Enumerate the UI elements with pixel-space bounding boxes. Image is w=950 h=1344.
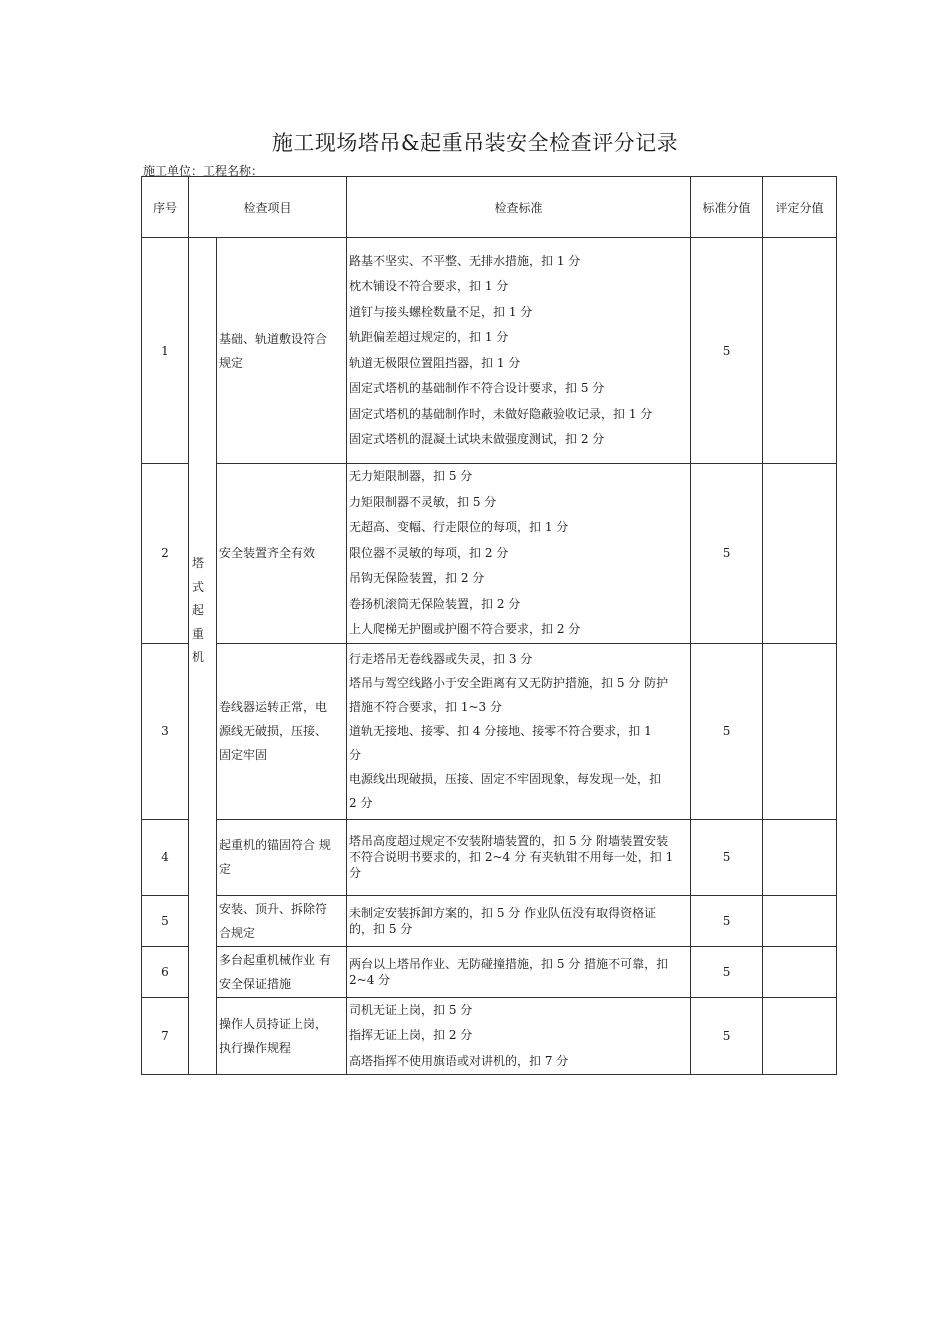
standard-line: 司机无证上岗，扣 5 分: [349, 1002, 473, 1017]
evaluated-score[interactable]: [763, 895, 837, 946]
table-row: [142, 819, 837, 895]
standard-score: 5: [691, 895, 763, 946]
check-item-line: 规定: [219, 355, 244, 370]
table-row: [142, 895, 837, 946]
check-item-line: 多台起重机械作业 有: [219, 952, 331, 967]
standard-line: 两台以上塔吊作业、无防碰撞措施，扣 5 分 措施不可靠，扣: [349, 956, 669, 971]
header-std-score: 标准分值: [691, 177, 763, 238]
check-standard: [347, 997, 691, 1075]
standard-score: 5: [691, 997, 763, 1075]
check-standard: [347, 643, 691, 819]
standard-line: 的，扣 5 分: [349, 921, 413, 936]
standard-line: 路基不坚实、不平整、无排水措施，扣 1 分: [349, 253, 581, 268]
standard-line: 道钉与接头螺栓数量不足，扣 1 分: [349, 304, 533, 319]
check-item: [217, 819, 347, 895]
standard-score: 5: [691, 819, 763, 895]
row-number: 7: [142, 997, 189, 1075]
check-item: [217, 643, 347, 819]
check-item-line: 起重机的锚固符合 规: [219, 838, 331, 852]
evaluated-score[interactable]: [763, 997, 837, 1075]
category-char: 重: [192, 626, 205, 641]
check-standard: [347, 946, 691, 997]
inspection-table: [141, 176, 837, 1075]
table-row: [142, 997, 837, 1075]
check-item-line: 固定牢固: [219, 748, 268, 762]
standard-score: 5: [691, 946, 763, 997]
standard-line: 未制定安装拆卸方案的，扣 5 分 作业队伍没有取得资格证: [349, 905, 657, 920]
standard-score: 5: [691, 464, 763, 644]
check-item-line: 安全装置齐全有效: [219, 546, 316, 561]
standard-line: 固定式塔机的混凝土试块未做强度测试，扣 2 分: [349, 432, 605, 446]
standard-line: 分: [349, 748, 362, 762]
check-item-line: 执行操作规程: [219, 1040, 292, 1055]
check-item-line: 源线无破损，压接、: [219, 724, 328, 738]
standard-line: 吊钩无保险装置，扣 2 分: [349, 571, 485, 585]
evaluated-score[interactable]: [763, 643, 837, 819]
page-title: 施工现场塔吊&起重吊装安全检查评分记录: [271, 131, 679, 155]
standard-line: 2~4 分: [349, 972, 391, 987]
standard-line: 力矩限制器不灵敏，扣 5 分: [349, 494, 497, 509]
header-item: 检查项目: [189, 177, 347, 238]
standard-line: 行走塔吊无卷线器或失灵，扣 3 分: [349, 652, 533, 666]
standard-line: 轨道无极限位置阻挡器，扣 1 分: [349, 355, 521, 370]
check-standard: [347, 895, 691, 946]
evaluated-score[interactable]: [763, 819, 837, 895]
check-item-line: 操作人员持证上岗，: [219, 1016, 328, 1031]
category-char: 塔: [192, 556, 205, 571]
row-number: 2: [142, 464, 189, 644]
evaluated-score[interactable]: [763, 238, 837, 464]
standard-line: 无超高、变幅、行走限位的每项，扣 1 分: [349, 520, 569, 534]
category-char: 式: [192, 579, 205, 594]
category-char: 机: [192, 650, 205, 665]
row-number: 1: [142, 238, 189, 464]
category-cell: [189, 238, 217, 1075]
check-standard: [347, 819, 691, 895]
header-eval-score: 评定分值: [763, 177, 837, 238]
standard-line: 无力矩限制器，扣 5 分: [349, 469, 473, 483]
table-row: [142, 238, 837, 464]
check-item-line: 合规定: [219, 925, 256, 940]
standard-line: 2 分: [349, 796, 373, 810]
standard-line: 卷扬机滚筒无保险装置，扣 2 分: [349, 596, 521, 611]
row-number: 6: [142, 946, 189, 997]
check-item-line: 定: [219, 862, 232, 876]
standard-line: 措施不符合要求，扣 1~3 分: [349, 700, 502, 714]
check-item: [217, 464, 347, 644]
check-item: [217, 238, 347, 464]
row-number: 5: [142, 895, 189, 946]
standard-line: 塔吊与驾空线路小于安全距离有又无防护措施，扣 5 分 防护: [349, 676, 669, 690]
check-item: [217, 997, 347, 1075]
check-item-line: 安全保证措施: [219, 976, 292, 991]
row-number: 4: [142, 819, 189, 895]
table-row: [142, 464, 837, 644]
standard-line: 固定式塔机的基础制作时，未做好隐蔽验收记录，扣 1 分: [349, 406, 653, 421]
standard-line: 塔吊高度超过规定不安装附墙装置的，扣 5 分 附墙装置安装: [349, 834, 669, 848]
evaluated-score[interactable]: [763, 946, 837, 997]
standard-line: 高塔指挥不使用旗语或对讲机的，扣 7 分: [349, 1053, 569, 1068]
evaluated-score[interactable]: [763, 464, 837, 644]
project-meta: 施工单位：工程名称：: [143, 164, 264, 178]
standard-line: 分: [349, 866, 362, 880]
table-header-row: [142, 177, 837, 238]
standard-score: 5: [691, 643, 763, 819]
check-item-line: 卷线器运转正常，电: [219, 700, 328, 714]
check-standard: [347, 464, 691, 644]
row-number: 3: [142, 643, 189, 819]
standard-line: 轨距偏差超过规定的，扣 1 分: [349, 330, 509, 344]
category-char: 起: [192, 603, 205, 618]
standard-line: 电源线出现破损，压接、固定不牢固现象，每发现一处，扣: [349, 772, 662, 786]
standard-line: 上人爬梯无护圈或护圈不符合要求，扣 2 分: [349, 622, 581, 636]
standard-line: 不符合说明书要求的，扣 2~4 分 有夹轨钳不用每一处，扣 1: [349, 850, 674, 864]
standard-line: 道轨无接地、接零、扣 4 分接地、接零不符合要求，扣 1: [349, 724, 652, 738]
check-standard: [347, 238, 691, 464]
standard-score: 5: [691, 238, 763, 464]
standard-line: 枕木铺设不符合要求，扣 1 分: [349, 279, 509, 293]
check-item-line: 安装、顶升、拆除符: [219, 901, 328, 916]
check-item-line: 基础、轨道敷设符合: [219, 331, 328, 346]
standard-line: 固定式塔机的基础制作不符合设计要求，扣 5 分: [349, 381, 605, 395]
table-row: [142, 946, 837, 997]
check-item: [217, 946, 347, 997]
table-body: [142, 238, 837, 1075]
table-row: [142, 643, 837, 819]
standard-line: 指挥无证上岗，扣 2 分: [349, 1028, 473, 1042]
check-item: [217, 895, 347, 946]
standard-line: 限位器不灵敏的每项，扣 2 分: [349, 545, 509, 560]
header-standard: 检查标准: [347, 177, 691, 238]
header-no: 序号: [142, 177, 189, 238]
